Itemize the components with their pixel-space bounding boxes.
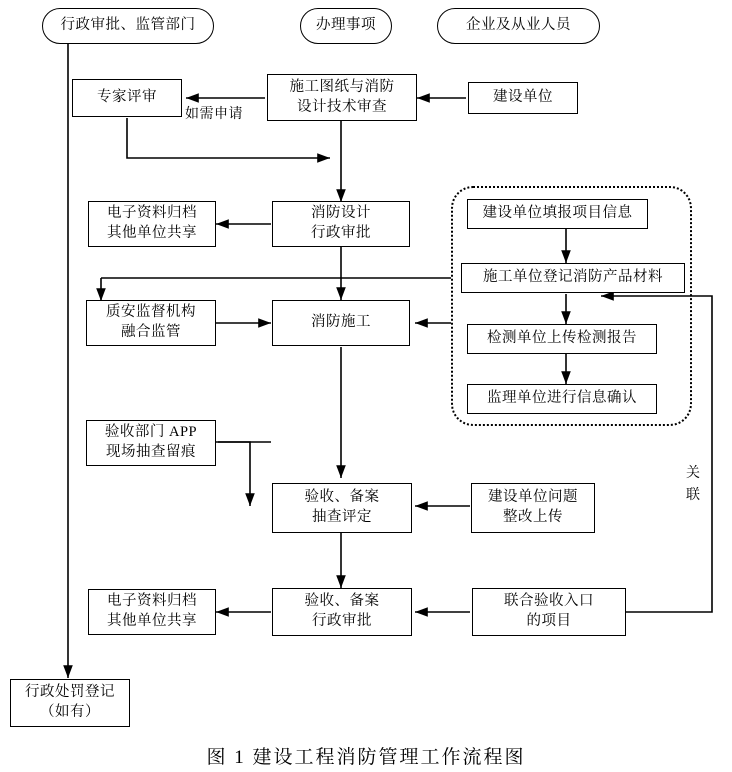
node-register-products — [461, 263, 685, 293]
node-acceptance-approval — [272, 588, 412, 636]
node-fill-project-info — [467, 199, 648, 229]
label-associate-2-text: 联 — [686, 488, 701, 503]
label-if-needed — [185, 106, 243, 124]
node-fire-construction-line1: 消防施工 — [311, 314, 371, 331]
node-penalty-register-line2: （如有） — [40, 704, 100, 720]
lane-header-matter — [300, 8, 392, 44]
node-acceptance-app — [86, 420, 216, 466]
label-associate-2 — [686, 487, 701, 505]
node-quality-supervision-line1: 质安监督机构 — [106, 304, 196, 321]
node-design-review — [267, 74, 417, 121]
node-archive-1 — [88, 201, 216, 247]
node-joint-acceptance — [472, 588, 626, 636]
node-joint-acceptance-line1: 联合验收入口 — [504, 593, 594, 610]
label-if-needed-text: 如需申请 — [185, 107, 243, 122]
node-penalty-register — [10, 679, 130, 727]
lane-header-admin-label: 行政审批、监管部门 — [60, 17, 196, 34]
node-acceptance-app-line1: 验收部门 APP — [104, 424, 198, 441]
lane-header-admin — [42, 8, 214, 44]
node-upload-test-report-line1: 检测单位上传检测报告 — [487, 330, 637, 347]
label-associate-1 — [686, 465, 701, 483]
node-expert-review-line1: 专家评审 — [97, 89, 157, 106]
lane-header-enterprise — [437, 8, 600, 44]
node-quality-supervision — [86, 300, 216, 346]
node-problem-rectify-line1: 建设单位问题 — [488, 489, 578, 506]
node-acceptance-approval-line1: 验收、备案 — [304, 593, 380, 610]
node-design-approval-line1: 消防设计 — [311, 205, 371, 222]
node-fill-project-info-line1: 建设单位填报项目信息 — [482, 205, 633, 222]
figure-caption — [0, 742, 732, 769]
node-expert-review — [72, 79, 182, 117]
node-archive-2-line2: 其他单位共享 — [107, 613, 197, 629]
node-quality-supervision-line2: 融合监管 — [121, 324, 181, 340]
lane-header-matter-label: 办理事项 — [316, 17, 376, 34]
node-fire-construction — [272, 300, 410, 346]
node-upload-test-report — [467, 324, 657, 354]
node-problem-rectify-line2: 整改上传 — [503, 509, 563, 525]
node-acceptance-spotcheck-line2: 抽查评定 — [312, 509, 372, 525]
node-construction-unit-line1: 建设单位 — [493, 89, 553, 106]
node-design-approval-line2: 行政审批 — [311, 225, 371, 241]
label-associate-1-text: 关 — [686, 466, 701, 481]
node-supervisor-confirm-line1: 监理单位进行信息确认 — [487, 390, 637, 407]
node-acceptance-spotcheck — [272, 483, 412, 533]
figure-caption-text: 图 1 建设工程消防管理工作流程图 — [206, 747, 526, 768]
node-supervisor-confirm — [467, 384, 657, 414]
node-acceptance-approval-line2: 行政审批 — [312, 613, 372, 629]
node-joint-acceptance-line2: 的项目 — [526, 613, 572, 629]
node-archive-2 — [88, 589, 216, 635]
node-archive-2-line1: 电子资料归档 — [107, 593, 197, 610]
node-acceptance-spotcheck-line1: 验收、备案 — [304, 489, 380, 506]
node-construction-unit — [468, 82, 578, 114]
node-problem-rectify — [471, 483, 595, 533]
node-design-review-line2: 设计技术审查 — [297, 98, 387, 115]
node-archive-1-line1: 电子资料归档 — [107, 205, 197, 222]
node-design-review-line1: 施工图纸与消防 — [289, 78, 395, 95]
node-register-products-line1: 施工单位登记消防产品材料 — [483, 269, 663, 286]
node-acceptance-app-line2: 现场抽查留痕 — [106, 444, 196, 460]
lane-header-enterprise-label: 企业及从业人员 — [466, 17, 571, 34]
node-archive-1-line2: 其他单位共享 — [107, 225, 197, 241]
node-penalty-register-line1: 行政处罚登记 — [25, 684, 115, 701]
node-design-approval — [272, 201, 410, 247]
